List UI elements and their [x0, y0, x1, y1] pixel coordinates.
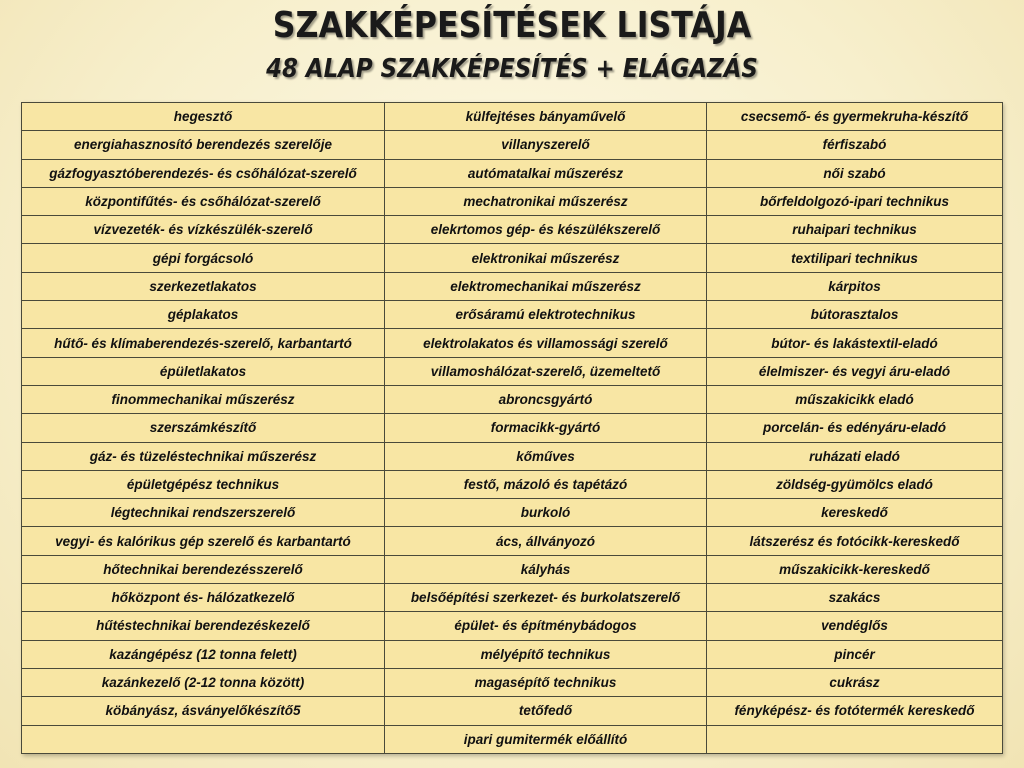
slide-subtitle: 48 ALAP SZAKKÉPESÍTÉS + ELÁGAZÁS: [266, 54, 758, 84]
table-row: [22, 385, 1003, 413]
table-cell: kőműves: [385, 442, 707, 470]
table-cell: formacikk-gyártó: [385, 414, 707, 442]
table-cell: látszerész és fotócikk-kereskedő: [707, 527, 1003, 555]
table-cell: pincér: [707, 640, 1003, 668]
table-cell: gépi forgácsoló: [22, 244, 385, 272]
table-cell: porcelán- és edényáru-eladó: [707, 414, 1003, 442]
table-cell: bútorasztalos: [707, 301, 1003, 329]
table-cell: hőközpont és- hálózatkezelő: [22, 584, 385, 612]
table-cell: belsőépítési szerkezet- és burkolatszerelő: [385, 584, 707, 612]
table-cell: hegesztő: [22, 103, 385, 131]
table-cell: köbányász, ásványelőkészítő5: [22, 697, 385, 725]
table-row: [22, 470, 1003, 498]
table-cell: hőtechnikai berendezésszerelő: [22, 555, 385, 583]
table-cell: villanyszerelő: [385, 131, 707, 159]
table-cell: kárpitos: [707, 272, 1003, 300]
table-cell: épület- és építménybádogos: [385, 612, 707, 640]
table-cell: elekrtomos gép- és készülékszerelő: [385, 216, 707, 244]
table-cell: kereskedő: [707, 499, 1003, 527]
table-row: [22, 442, 1003, 470]
table-cell: mélyépítő technikus: [385, 640, 707, 668]
table-cell: női szabó: [707, 159, 1003, 187]
table-cell: energiahasznosító berendezés szerelője: [22, 131, 385, 159]
table-row: [22, 527, 1003, 555]
table-cell: szakács: [707, 584, 1003, 612]
table-cell: villamoshálózat-szerelő, üzemeltető: [385, 357, 707, 385]
table-cell: fényképész- és fotótermék kereskedő: [707, 697, 1003, 725]
table-cell: zöldség-gyümölcs eladó: [707, 470, 1003, 498]
table-cell: légtechnikai rendszerszerelő: [22, 499, 385, 527]
table-cell: gáz- és tüzeléstechnikai műszerész: [22, 442, 385, 470]
table-cell: festő, mázoló és tapétázó: [385, 470, 707, 498]
table-row: [22, 725, 1003, 753]
table-cell: szerszámkészítő: [22, 414, 385, 442]
table-row: [22, 272, 1003, 300]
table-cell: ács, állványozó: [385, 527, 707, 555]
table-cell: kazángépész (12 tonna felett): [22, 640, 385, 668]
table-cell: élelmiszer- és vegyi áru-eladó: [707, 357, 1003, 385]
table-cell: cukrász: [707, 668, 1003, 696]
table-cell: kazánkezelő (2-12 tonna között): [22, 668, 385, 696]
table-cell: mechatronikai műszerész: [385, 187, 707, 215]
table-cell: [707, 725, 1003, 753]
table-cell: burkoló: [385, 499, 707, 527]
table-row: [22, 187, 1003, 215]
table-cell: szerkezetlakatos: [22, 272, 385, 300]
table-cell: vendéglős: [707, 612, 1003, 640]
table-cell: erősáramú elektrotechnikus: [385, 301, 707, 329]
table-cell: kályhás: [385, 555, 707, 583]
table-row: [22, 612, 1003, 640]
table-cell: férfiszabó: [707, 131, 1003, 159]
table-cell: finommechanikai műszerész: [22, 385, 385, 413]
table-cell: hűtéstechnikai berendezéskezelő: [22, 612, 385, 640]
table-row: [22, 159, 1003, 187]
table-cell: épületgépész technikus: [22, 470, 385, 498]
table-cell: külfejtéses bányaművelő: [385, 103, 707, 131]
table-cell: műszakicikk-kereskedő: [707, 555, 1003, 583]
table-cell: textilipari technikus: [707, 244, 1003, 272]
table-cell: autómatalkai műszerész: [385, 159, 707, 187]
qualifications-table-wrapper: [21, 102, 1002, 754]
table-row: [22, 414, 1003, 442]
table-cell: vízvezeték- és vízkészülék-szerelő: [22, 216, 385, 244]
table-row: [22, 329, 1003, 357]
table-row: [22, 555, 1003, 583]
table-cell: ipari gumitermék előállító: [385, 725, 707, 753]
table-row: [22, 103, 1003, 131]
table-cell: vegyi- és kalórikus gép szerelő és karbantartó: [22, 527, 385, 555]
table-row: [22, 668, 1003, 696]
table-cell: elektronikai műszerész: [385, 244, 707, 272]
table-cell: tetőfedő: [385, 697, 707, 725]
table-cell: hűtő- és klímaberendezés-szerelő, karbantartó: [22, 329, 385, 357]
table-row: [22, 131, 1003, 159]
table-cell: ruházati eladó: [707, 442, 1003, 470]
table-row: [22, 357, 1003, 385]
table-cell: műszakicikk eladó: [707, 385, 1003, 413]
table-cell: ruhaipari technikus: [707, 216, 1003, 244]
table-row: [22, 301, 1003, 329]
table-cell: elektrolakatos és villamossági szerelő: [385, 329, 707, 357]
table-row: [22, 584, 1003, 612]
table-cell: központifűtés- és csőhálózat-szerelő: [22, 187, 385, 215]
table-cell: bútor- és lakástextil-eladó: [707, 329, 1003, 357]
table-cell: abroncsgyártó: [385, 385, 707, 413]
table-cell: gázfogyasztóberendezés- és csőhálózat-szerelő: [22, 159, 385, 187]
table-cell: épületlakatos: [22, 357, 385, 385]
slide-title: SZAKKÉPESÍTÉSEK LISTÁJA: [272, 5, 752, 46]
table-row: [22, 697, 1003, 725]
table-row: [22, 244, 1003, 272]
table-cell: magasépítő technikus: [385, 668, 707, 696]
qualifications-table-body: [22, 103, 1003, 754]
table-cell: csecsemő- és gyermekruha-készítő: [707, 103, 1003, 131]
table-cell: elektromechanikai műszerész: [385, 272, 707, 300]
table-row: [22, 640, 1003, 668]
table-cell: géplakatos: [22, 301, 385, 329]
table-row: [22, 499, 1003, 527]
table-cell: bőrfeldolgozó-ipari technikus: [707, 187, 1003, 215]
qualifications-table: [21, 102, 1003, 754]
table-row: [22, 216, 1003, 244]
table-cell: [22, 725, 385, 753]
